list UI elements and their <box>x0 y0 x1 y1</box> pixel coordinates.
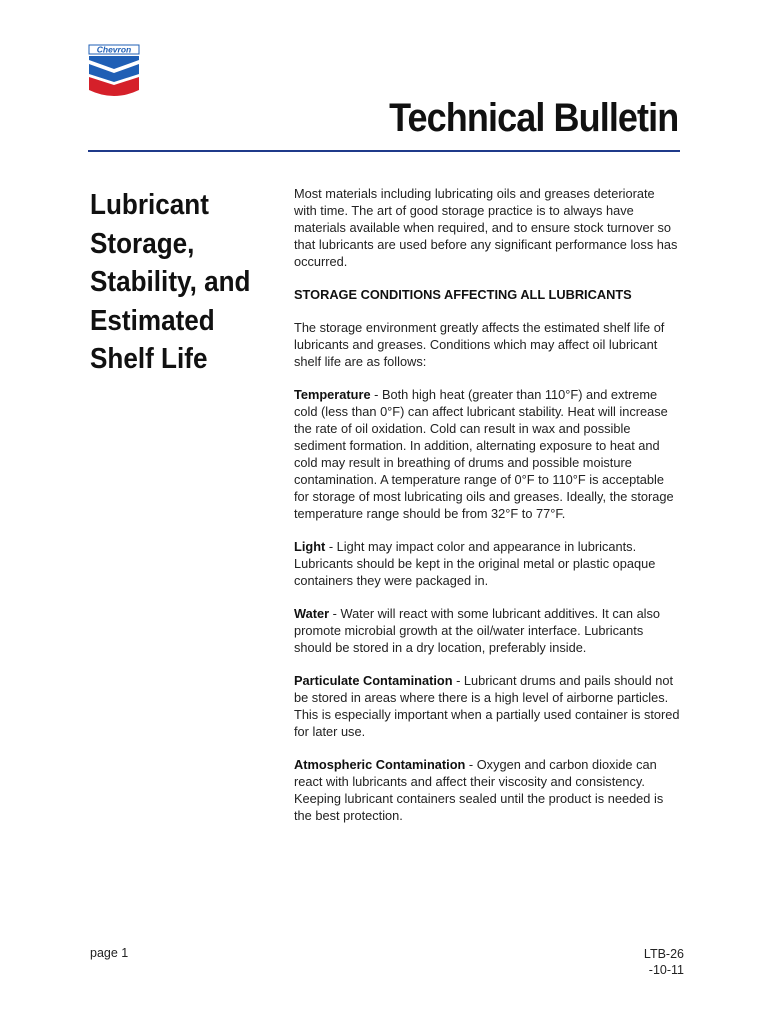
document-id <box>644 946 684 978</box>
page-number: page 1 <box>90 946 129 960</box>
condition-term: Temperature <box>294 387 371 402</box>
document-id-line1: LTB-26 <box>643 947 684 961</box>
condition-particulate <box>294 672 680 740</box>
condition-text: - Water will react with some lubricant additives. It can also promote microbial growth at the oil/water interface. Lubricants should be stored in a dry location, preferably inside. <box>294 606 661 655</box>
condition-text: - Oxygen and carbon dioxide can react with lubricants and affect their viscosity and consistency. Keeping lubricant containers sealed until the product is needed is the best protection. <box>294 757 664 823</box>
condition-temperature <box>294 386 680 522</box>
condition-water <box>294 605 680 656</box>
bulletin-body <box>294 185 680 840</box>
condition-term: Water <box>294 606 330 621</box>
intro-paragraph: Most materials including lubricating oils and greases deteriorate with time. The art of good storage practice is to always have materials available when required, and to ensure stock turnover so that lubricants are used before any significant performance loss has occurred. <box>294 186 678 269</box>
logo-wordmark: Chevron <box>96 44 132 55</box>
chevron-logo <box>88 44 140 100</box>
section-heading: STORAGE CONDITIONS AFFECTING ALL LUBRICANTS <box>294 287 632 302</box>
document-id-line2: -10-11 <box>648 963 684 977</box>
header-rule <box>88 150 680 152</box>
condition-light <box>294 538 680 589</box>
condition-atmospheric <box>294 756 680 824</box>
condition-text: - Lubricant drums and pails should not be stored in areas where there is a high level of airborne particles. This is especially important when a partially used container is stored for later use. <box>294 673 680 739</box>
bulletin-title: Technical Bulletin <box>388 96 678 140</box>
condition-term: Light <box>294 539 326 554</box>
condition-term: Particulate Contamination <box>294 673 453 688</box>
condition-term: Atmospheric Contamination <box>294 757 466 772</box>
section-intro-paragraph: The storage environment greatly affects the estimated shelf life of lubricants and greases. Conditions which may affect oil lubricant shelf life are as follows: <box>294 320 665 369</box>
condition-text: - Light may impact color and appearance in lubricants. Lubricants should be kept in the original metal or plastic opaque containers they were packaged in. <box>294 539 656 588</box>
condition-text: - Both high heat (greater than 110°F) and extreme cold (less than 0°F) can affect lubricant stability. Heat will increase the rate of oil oxidation. Cold can result in wax and possible sediment formation. In addition, alternating exposure to heat and cold may result in breathing of drums and possible moisture contamination. A temperature range of 0°F to 110°F is acceptable for storage of most lubricating oils and greases. Ideally, the storage temperature range should be from 32°F to 77°F. <box>294 387 674 521</box>
document-title: Lubricant Storage, Stability, and Estimated Shelf Life <box>90 189 251 376</box>
